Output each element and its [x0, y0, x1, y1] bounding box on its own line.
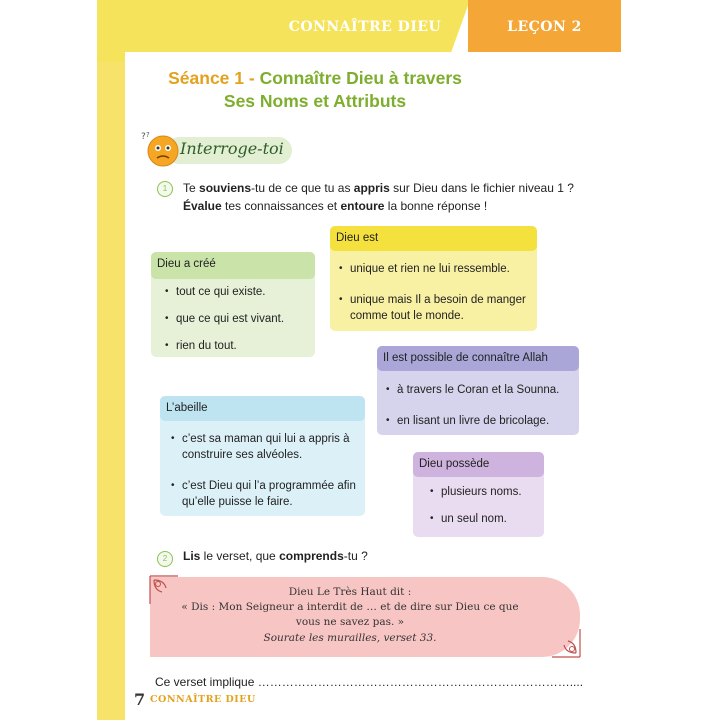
option-item[interactable]: • unique mais Il a besoin de manger [350, 292, 526, 308]
box-dieu-a-cree-title: Dieu a créé [151, 252, 315, 279]
title-line2: Ses Noms et Attributs [223, 91, 407, 111]
title-line1: Connaître Dieu à travers [259, 68, 462, 88]
verse-line: « Dis : Mon Seigneur a interdit de … et de dire sur Dieu ce que [181, 601, 519, 613]
svg-text:?: ? [146, 131, 150, 139]
verse-intro: Dieu Le Très Haut dit : [288, 586, 412, 598]
question-number-1: 1 [157, 181, 173, 197]
option-item[interactable]: • c’est Dieu qui l’a programmée afin [182, 478, 356, 494]
question-number-2: 2 [157, 551, 173, 567]
question-2-text: Lis le verset, que comprends-tu ? [183, 549, 368, 563]
option-item-continued[interactable]: construire ses alvéoles. [182, 449, 303, 461]
page-title [130, 67, 500, 113]
interroge-label: Interroge-toi [180, 139, 284, 158]
thinking-face-icon [141, 129, 183, 169]
box-connaitre-allah-title: Il est possible de connaître Allah [377, 346, 579, 371]
header-section-title: CONNAÎTRE DIEU [288, 19, 442, 35]
answer-line[interactable]: Ce verset implique …………………………………………………………………….... [155, 675, 584, 689]
option-item[interactable]: • en lisant un livre de bricolage. [397, 413, 549, 429]
option-item[interactable]: • unique et rien ne lui ressemble. [350, 261, 510, 277]
option-item-continued[interactable]: comme tout le monde. [350, 310, 464, 322]
option-item[interactable]: • à travers le Coran et la Sounna. [397, 382, 559, 398]
option-item[interactable]: • rien du tout. [176, 338, 237, 354]
ornament-bottom-right-icon [548, 625, 582, 659]
box-abeille-title: L’abeille [160, 396, 365, 421]
header-lesson-title: LEÇON 2 [507, 19, 582, 35]
option-item-continued[interactable]: qu’elle puisse le faire. [182, 496, 293, 508]
option-item[interactable]: • un seul nom. [441, 511, 507, 527]
option-item[interactable]: • tout ce qui existe. [176, 284, 266, 300]
left-band [97, 0, 125, 720]
svg-text:?: ? [141, 132, 146, 142]
box-dieu-est-title: Dieu est [330, 226, 537, 251]
option-item[interactable]: • que ce qui est vivant. [176, 311, 284, 327]
option-item[interactable]: • c’est sa maman qui lui a appris à [182, 431, 349, 447]
question-1-text: Te souviens-tu de ce que tu as appris sur Dieu dans le fichier niveau 1 ? Évalue tes connaissances et entoure la bonne réponse ! [183, 181, 574, 213]
title-prefix: Séance 1 - [168, 68, 260, 88]
verse-reference: Sourate les murailles, verset 33. [263, 632, 437, 644]
footer-label: CONNAÎTRE DIEU [150, 694, 256, 705]
page-number: 7 [134, 690, 146, 709]
option-item[interactable]: • plusieurs noms. [441, 484, 522, 500]
box-dieu-possede-title: Dieu possède [413, 452, 544, 477]
verse-line: vous ne savez pas. » [295, 616, 405, 628]
